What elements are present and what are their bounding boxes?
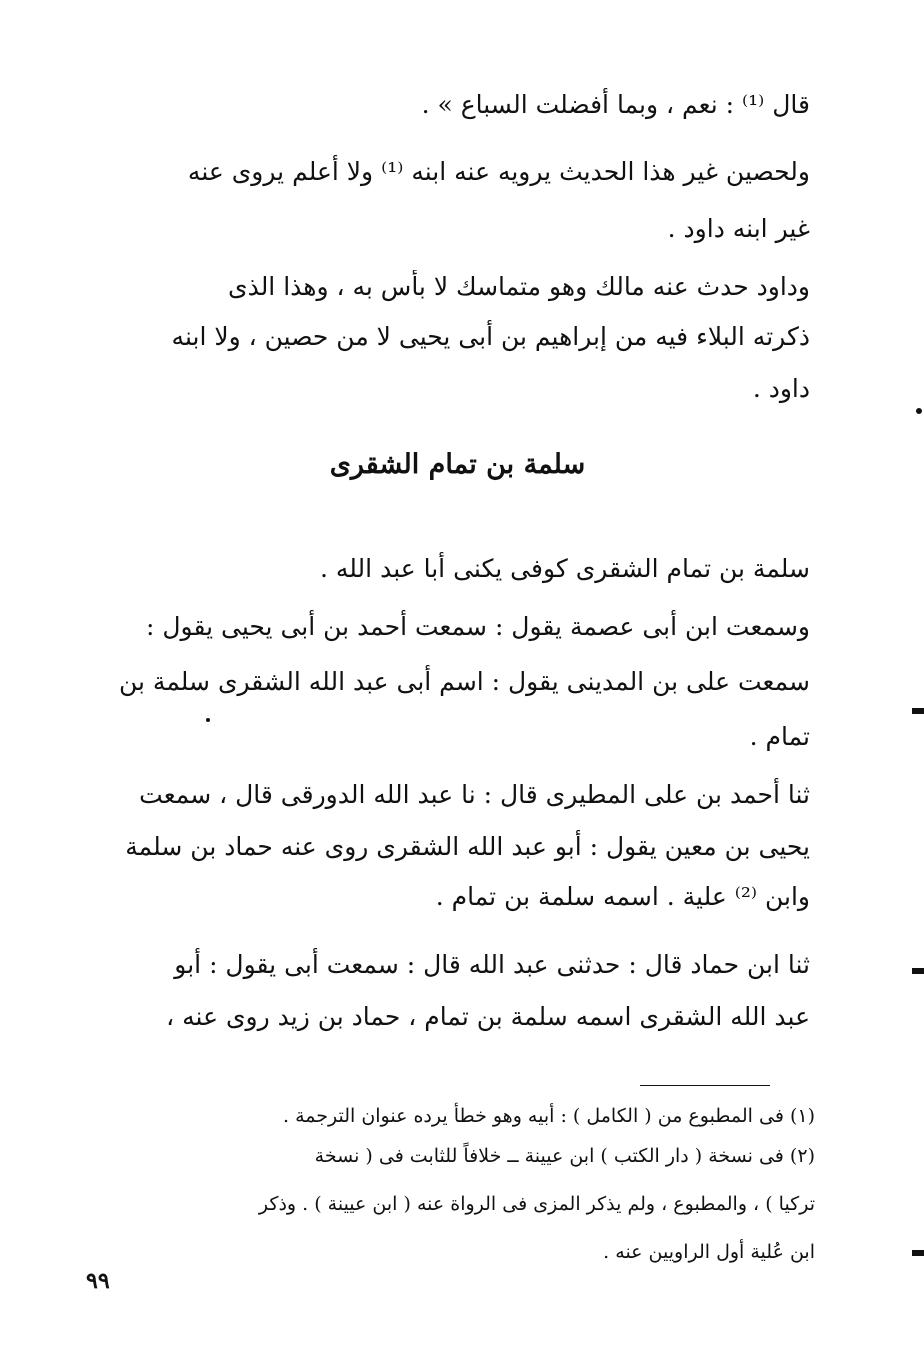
footnote-line: (٢) فى نسخة ( دار الكتب ) ابن عيينة ــ خلافاً للثابت فى ( نسخة [314, 1145, 815, 1167]
section-line: ثنا أحمد بن على المطيرى قال : نا عبد الله الدورقى قال ، سمعت [139, 780, 810, 809]
section-line: سلمة بن تمام الشقرى كوفى يكنى أبا عبد الله . [319, 554, 810, 583]
body-line: قال ⁽¹⁾ : نعم ، وبما أفضلت السباع » . [421, 90, 810, 119]
body-line: ذكرته البلاء فيه من إبراهيم بن أبى يحيى لا من حصين ، ولا ابنه [171, 322, 810, 351]
body-line: ولحصين غير هذا الحديث يرويه عنه ابنه ⁽¹⁾ ولا أعلم يروى عنه [187, 157, 810, 186]
scan-mark [916, 408, 922, 414]
section-line: تمام . [749, 722, 810, 751]
body-line: غير ابنه داود . [667, 214, 810, 243]
scan-mark [912, 968, 924, 974]
body-line: وداود حدث عنه مالك وهو متماسك لا بأس به ، وهذا الذى [228, 272, 810, 301]
section-line: وسمعت ابن أبى عصمة يقول : سمعت أحمد بن أبى يحيى يقول : [146, 612, 810, 641]
footnote-rule [640, 1085, 770, 1086]
footnote-line: (١) فى المطبوع من ( الكامل ) : أبيه وهو خطأ يرده عنوان الترجمة . [283, 1105, 815, 1127]
body-line: داود . [752, 374, 810, 403]
section-line: عبد الله الشقرى اسمه سلمة بن تمام ، حماد بن زيد روى عنه ، [166, 1002, 810, 1031]
page-number: ٩٩ [86, 1268, 110, 1294]
footnote-line: تركيا ) ، والمطبوع ، ولم يذكر المزى فى الرواة عنه ( ابن عيينة ) . وذكر [258, 1193, 815, 1215]
section-title: سلمة بن تمام الشقرى [329, 449, 586, 480]
scan-mark [912, 1250, 924, 1256]
section-line: سمعت على بن المدينى يقول : اسم أبى عبد الله الشقرى سلمة بن [118, 667, 810, 696]
section-line: وابن ⁽²⁾ علية . اسمه سلمة بن تمام . [435, 882, 810, 911]
section-line: يحيى بن معين يقول : أبو عبد الله الشقرى روى عنه حماد بن سلمة [125, 832, 810, 861]
scan-mark [912, 708, 924, 714]
scan-speck [206, 718, 210, 722]
footnote-line: ابن عُلية أول الراويين عنه . [603, 1241, 815, 1263]
section-line: ثنا ابن حماد قال : حدثنى عبد الله قال : سمعت أبى يقول : أبو [174, 950, 810, 979]
